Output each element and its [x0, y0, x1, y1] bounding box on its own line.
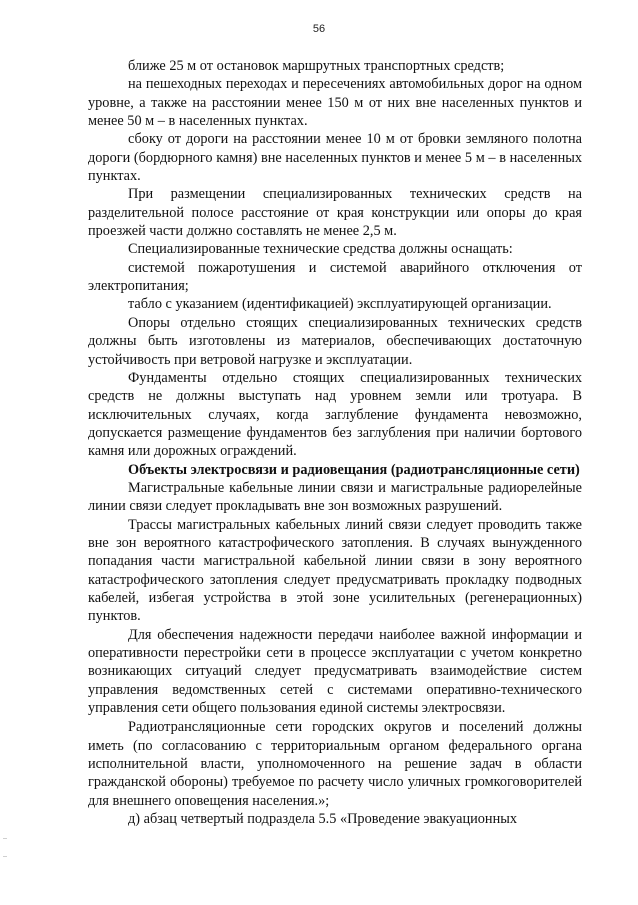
paragraph: Для обеспечения надежности передачи наиболее важной информации и оперативности перестройки сети в процессе эксплуатации с учетом конкретно возникающих ситуаций следует предусматривать взаимодействие систем управления ведомственных сетей с системами оперативно-технического управления сети общего пользования единой системы электросвязи. — [88, 626, 582, 717]
paragraph: При размещении специализированных технических средств на разделительной полосе расстояние от края конструкции или опоры до края проезжей части должно составлять не менее 2,5 м. — [88, 186, 582, 240]
scan-margin-mark — [3, 856, 7, 857]
paragraph: Специализированные технические средства должны оснащать: — [128, 241, 513, 258]
paragraph: Радиотрансляционные сети городских округов и поселений должны иметь (по согласованию с территориальным органом федерального органа исполнительной власти, уполномоченного на решение задач в области гражданской обороны) требуемое по расчету число уличных громкоговорителей для внешнего оповещения населения.»; — [88, 719, 582, 809]
paragraph: на пешеходных переходах и пересечениях автомобильных дорог на одном уровне, а также на расстоянии менее 150 м от них вне населенных пунктов и менее 50 м – в населенных пунктах. — [88, 76, 582, 130]
scan-margin-mark — [3, 838, 7, 839]
document-body — [88, 57, 582, 828]
paragraph: Опоры отдельно стоящих специализированных технических средств должны быть изготовлены из материалов, обеспечивающих достаточную устойчивость при ветровой нагрузке и эксплуатации. — [88, 314, 582, 368]
paragraph: табло с указанием (идентификацией) эксплуатирующей организации. — [128, 296, 552, 313]
paragraph: ближе 25 м от остановок маршрутных транспортных средств; — [128, 58, 505, 74]
paragraph: Трассы магистральных кабельных линий связи следует проводить также вне зон вероятного катастрофического затопления. В случаях вынужденного попадания части магистральной кабельной линии связи в зону вероятного катастрофического затопления следует предусматривать прокладку подводных кабелей, избегая устройства в этой зоне усилительных (регенерационных) пунктов. — [88, 516, 582, 625]
paragraph: системой пожаротушения и системой аварийного отключения от электропитания; — [88, 259, 582, 295]
section-heading: Объекты электросвязи и радиовещания (радиотрансляционные сети) — [128, 461, 580, 478]
paragraph: Магистральные кабельные линии связи и магистральные радиорелейные линии связи следует прокладывать вне зон возможных разрушений. — [88, 479, 582, 515]
paragraph: д) абзац четвертый подраздела 5.5 «Проведение эвакуационных — [128, 811, 517, 828]
page-number: 56 — [312, 23, 326, 35]
paragraph: сбоку от дороги на расстоянии менее 10 м от бровки земляного полотна дороги (бордюрного камня) вне населенных пунктов и менее 5 м – в населенных пунктах. — [88, 131, 582, 185]
paragraph: Фундаменты отдельно стоящих специализированных технических средств не должны выступать над уровнем земли или тротуара. В исключительных случаях, когда заглубление фундамента невозможно, допускается размещение фундаментов без заглубления при наличии бортового камня или дорожных ограждений. — [88, 369, 582, 460]
